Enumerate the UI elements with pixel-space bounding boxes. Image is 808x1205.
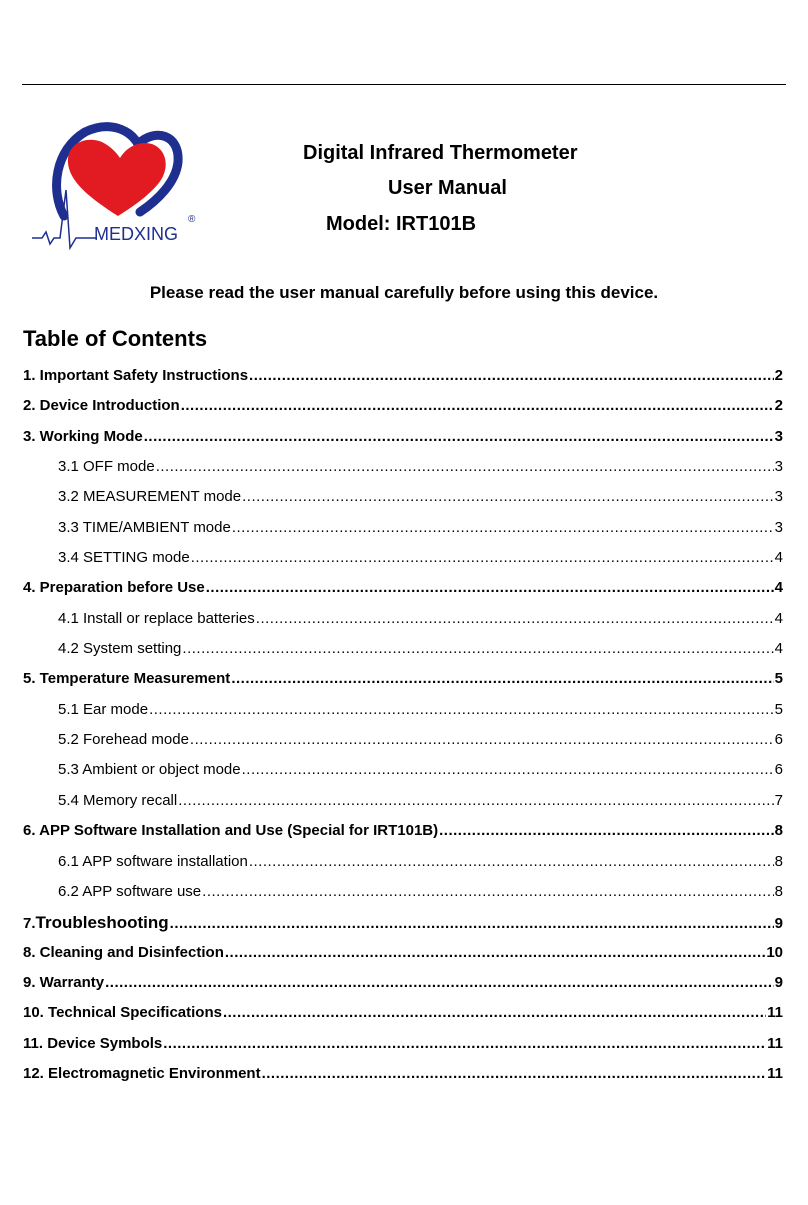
toc-subentry[interactable]: 5.1 Ear mode ..... 5 xyxy=(23,701,783,731)
toc-subentry[interactable]: 5.2 Forehead mode ..... 6 xyxy=(23,731,783,761)
header-rule xyxy=(22,84,786,85)
toc-subentry[interactable]: 5.4 Memory recall ..... 7 xyxy=(23,792,783,822)
toc-subentry[interactable]: 6.2 APP software use ..... 8 xyxy=(23,883,783,913)
logo-brand-text: MEDXING xyxy=(94,224,179,244)
toc-subentry[interactable]: 3.4 SETTING mode ..... 4 xyxy=(23,549,783,579)
toc-entry[interactable]: 2. Device Introduction ..... 2 xyxy=(23,397,783,427)
toc-entry[interactable]: 8. Cleaning and Disinfection ..... 10 xyxy=(23,944,783,974)
toc-subentry[interactable]: 5.3 Ambient or object mode ..... 6 xyxy=(23,761,783,791)
medxing-logo xyxy=(30,120,206,252)
toc-entry[interactable]: 10. Technical Specifications ..... 11 xyxy=(23,1004,783,1034)
toc-entry[interactable]: 3. Working Mode ..... 3 xyxy=(23,428,783,458)
heart-logo-icon xyxy=(30,120,206,252)
toc-entry[interactable]: 5. Temperature Measurement ..... 5 xyxy=(23,670,783,700)
toc-subentry[interactable]: 3.1 OFF mode ..... 3 xyxy=(23,458,783,488)
title-model: Model: IRT101B xyxy=(326,213,477,235)
toc-heading: Table of Contents xyxy=(23,326,208,351)
toc-subentry[interactable]: 4.1 Install or replace batteries ..... 4 xyxy=(23,610,783,640)
table-of-contents xyxy=(23,367,783,1095)
title-product: Digital Infrared Thermometer xyxy=(303,142,578,164)
toc-entry[interactable]: 7. Troubleshooting ..... 9 xyxy=(23,913,783,943)
toc-entry[interactable]: 12. Electromagnetic Environment ..... 11 xyxy=(23,1065,783,1095)
registered-mark: ® xyxy=(188,214,196,225)
toc-subentry[interactable]: 4.2 System setting ..... 4 xyxy=(23,640,783,670)
title-manual: User Manual xyxy=(388,177,507,199)
toc-entry[interactable]: 1. Important Safety Instructions ..... 2 xyxy=(23,367,783,397)
read-instruction: Please read the user manual carefully before using this device. xyxy=(149,283,659,302)
toc-entry[interactable]: 11. Device Symbols ..... 11 xyxy=(23,1035,783,1065)
toc-entry[interactable]: 9. Warranty ..... 9 xyxy=(23,974,783,1004)
toc-entry[interactable]: 4. Preparation before Use ..... 4 xyxy=(23,579,783,609)
toc-subentry[interactable]: 3.3 TIME/AMBIENT mode ..... 3 xyxy=(23,519,783,549)
toc-subentry[interactable]: 3.2 MEASUREMENT mode ..... 3 xyxy=(23,488,783,518)
toc-entry[interactable]: 6. APP Software Installation and Use (Special for IRT101B) ..... 8 xyxy=(23,822,783,852)
toc-subentry[interactable]: 6.1 APP software installation ..... 8 xyxy=(23,853,783,883)
